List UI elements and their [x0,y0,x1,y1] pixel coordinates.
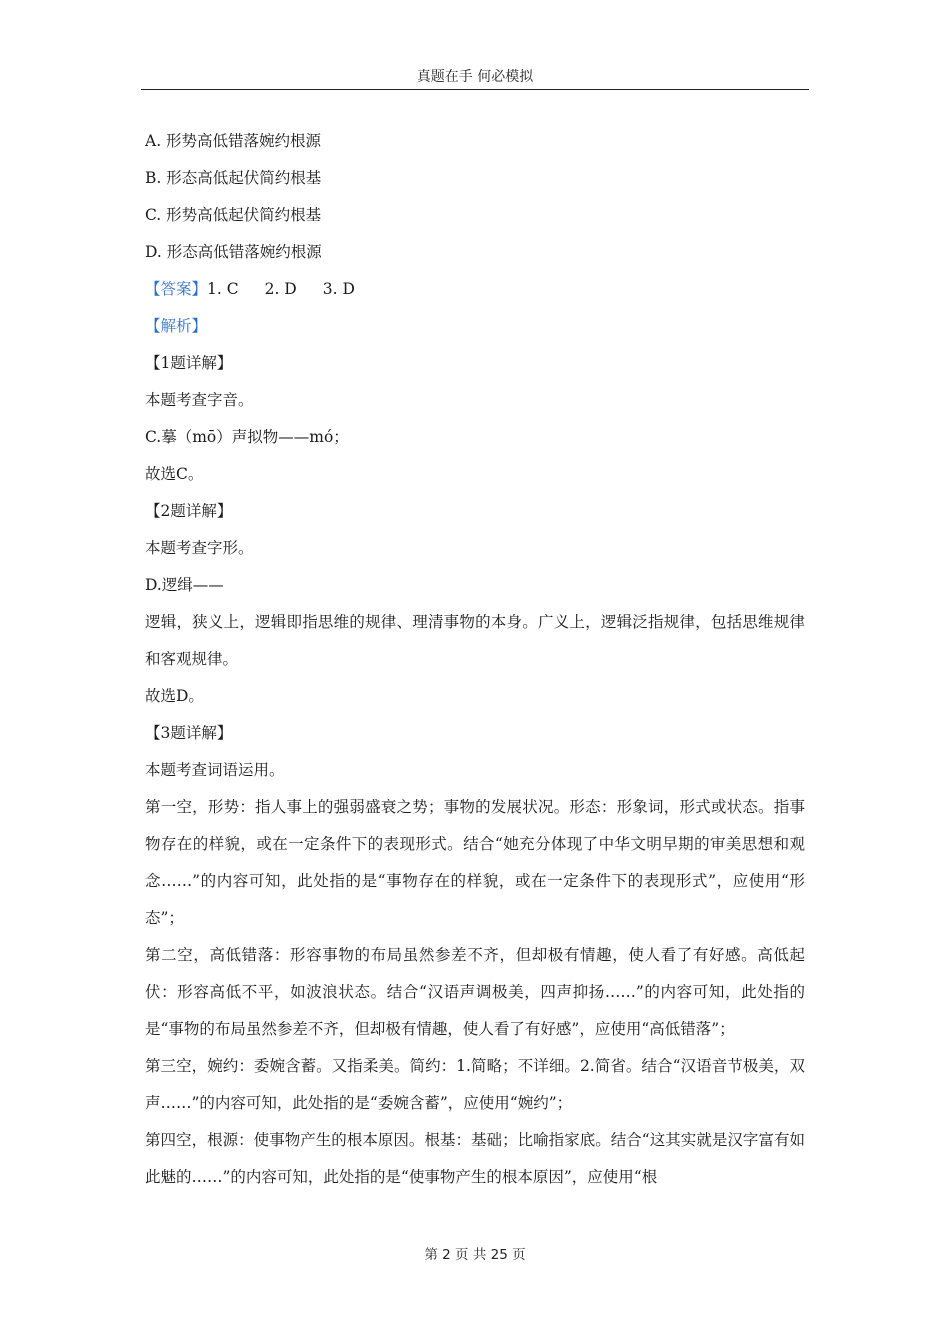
page-number: 第 2 页 共 25 页 [424,1247,526,1263]
q3-paragraph-2: 第二空，高低错落：形容事物的布局虽然参差不齐，但却极有情趣，使人看了有好感。高低起伏：形容高低不平，如波浪状态。结合“汉语声调极美，四声抑扬……”的内容可知，此处指的是“事物的布局虽然参差不齐，但却极有情趣，使人看了有好感”，应使用“高低错落”； [145,946,805,1038]
q2-conclusion: 故选D。 [145,687,204,705]
answer-tag: 【答案】 [145,280,208,298]
q2-line-1: 本题考查字形。 [145,539,254,557]
q2-paragraph: 逻辑，狭义上，逻辑即指思维的规律、理清事物的本身。广义上，逻辑泛指规律，包括思维规律和客观规律。 [145,613,805,668]
q3-paragraph-4: 第四空，根源：使事物产生的根本原因。根基：基础；比喻指家底。结合“这其实就是汉字富有如此魅的……”的内容可知，此处指的是“使事物产生的根本原因”，应使用“根 [145,1131,805,1186]
document-body [145,123,805,1196]
q1-line-2: C.摹（mō）声拟物——mó； [145,428,349,446]
analysis-tag: 【解析】 [145,317,208,335]
q1-line-1: 本题考查字音。 [145,391,254,409]
q3-title: 【3题详解】 [145,724,233,742]
q2-line-2: D.逻缉—— [145,576,224,594]
answer-item-2: 2. D [264,280,297,298]
page-header: 真题在手 何必模拟 [416,69,534,85]
answer-item-1: 1. C [207,280,239,298]
q3-paragraph-1: 第一空，形势：指人事上的强弱盛衰之势；事物的发展状况。形态：形象词，形式或状态。指事物存在的样貌，或在一定条件下的表现形式。结合“她充分体现了中华文明早期的审美思想和观念……”的内容可知，此处指的是“事物存在的样貌，或在一定条件下的表现形式”，应使用“形态”； [145,798,805,927]
option-b: B. 形态高低起伏简约根基 [145,169,322,187]
option-d: D. 形态高低错落婉约根源 [145,243,322,261]
q3-paragraph-3: 第三空，婉约：委婉含蓄。又指柔美。简约：1.简略；不详细。2.简省。结合“汉语音节极美，双声……”的内容可知，此处指的是“委婉含蓄”，应使用“婉约”； [145,1057,805,1112]
q2-title: 【2题详解】 [145,502,233,520]
q1-line-3: 故选C。 [145,465,204,483]
option-a: A. 形势高低错落婉约根源 [145,132,322,150]
answer-line [145,271,805,308]
header-divider [141,89,809,90]
q3-intro: 本题考查词语运用。 [145,761,285,779]
q1-title: 【1题详解】 [145,354,233,372]
option-c: C. 形势高低起伏简约根基 [145,206,322,224]
answer-item-3: 3. D [322,280,355,298]
